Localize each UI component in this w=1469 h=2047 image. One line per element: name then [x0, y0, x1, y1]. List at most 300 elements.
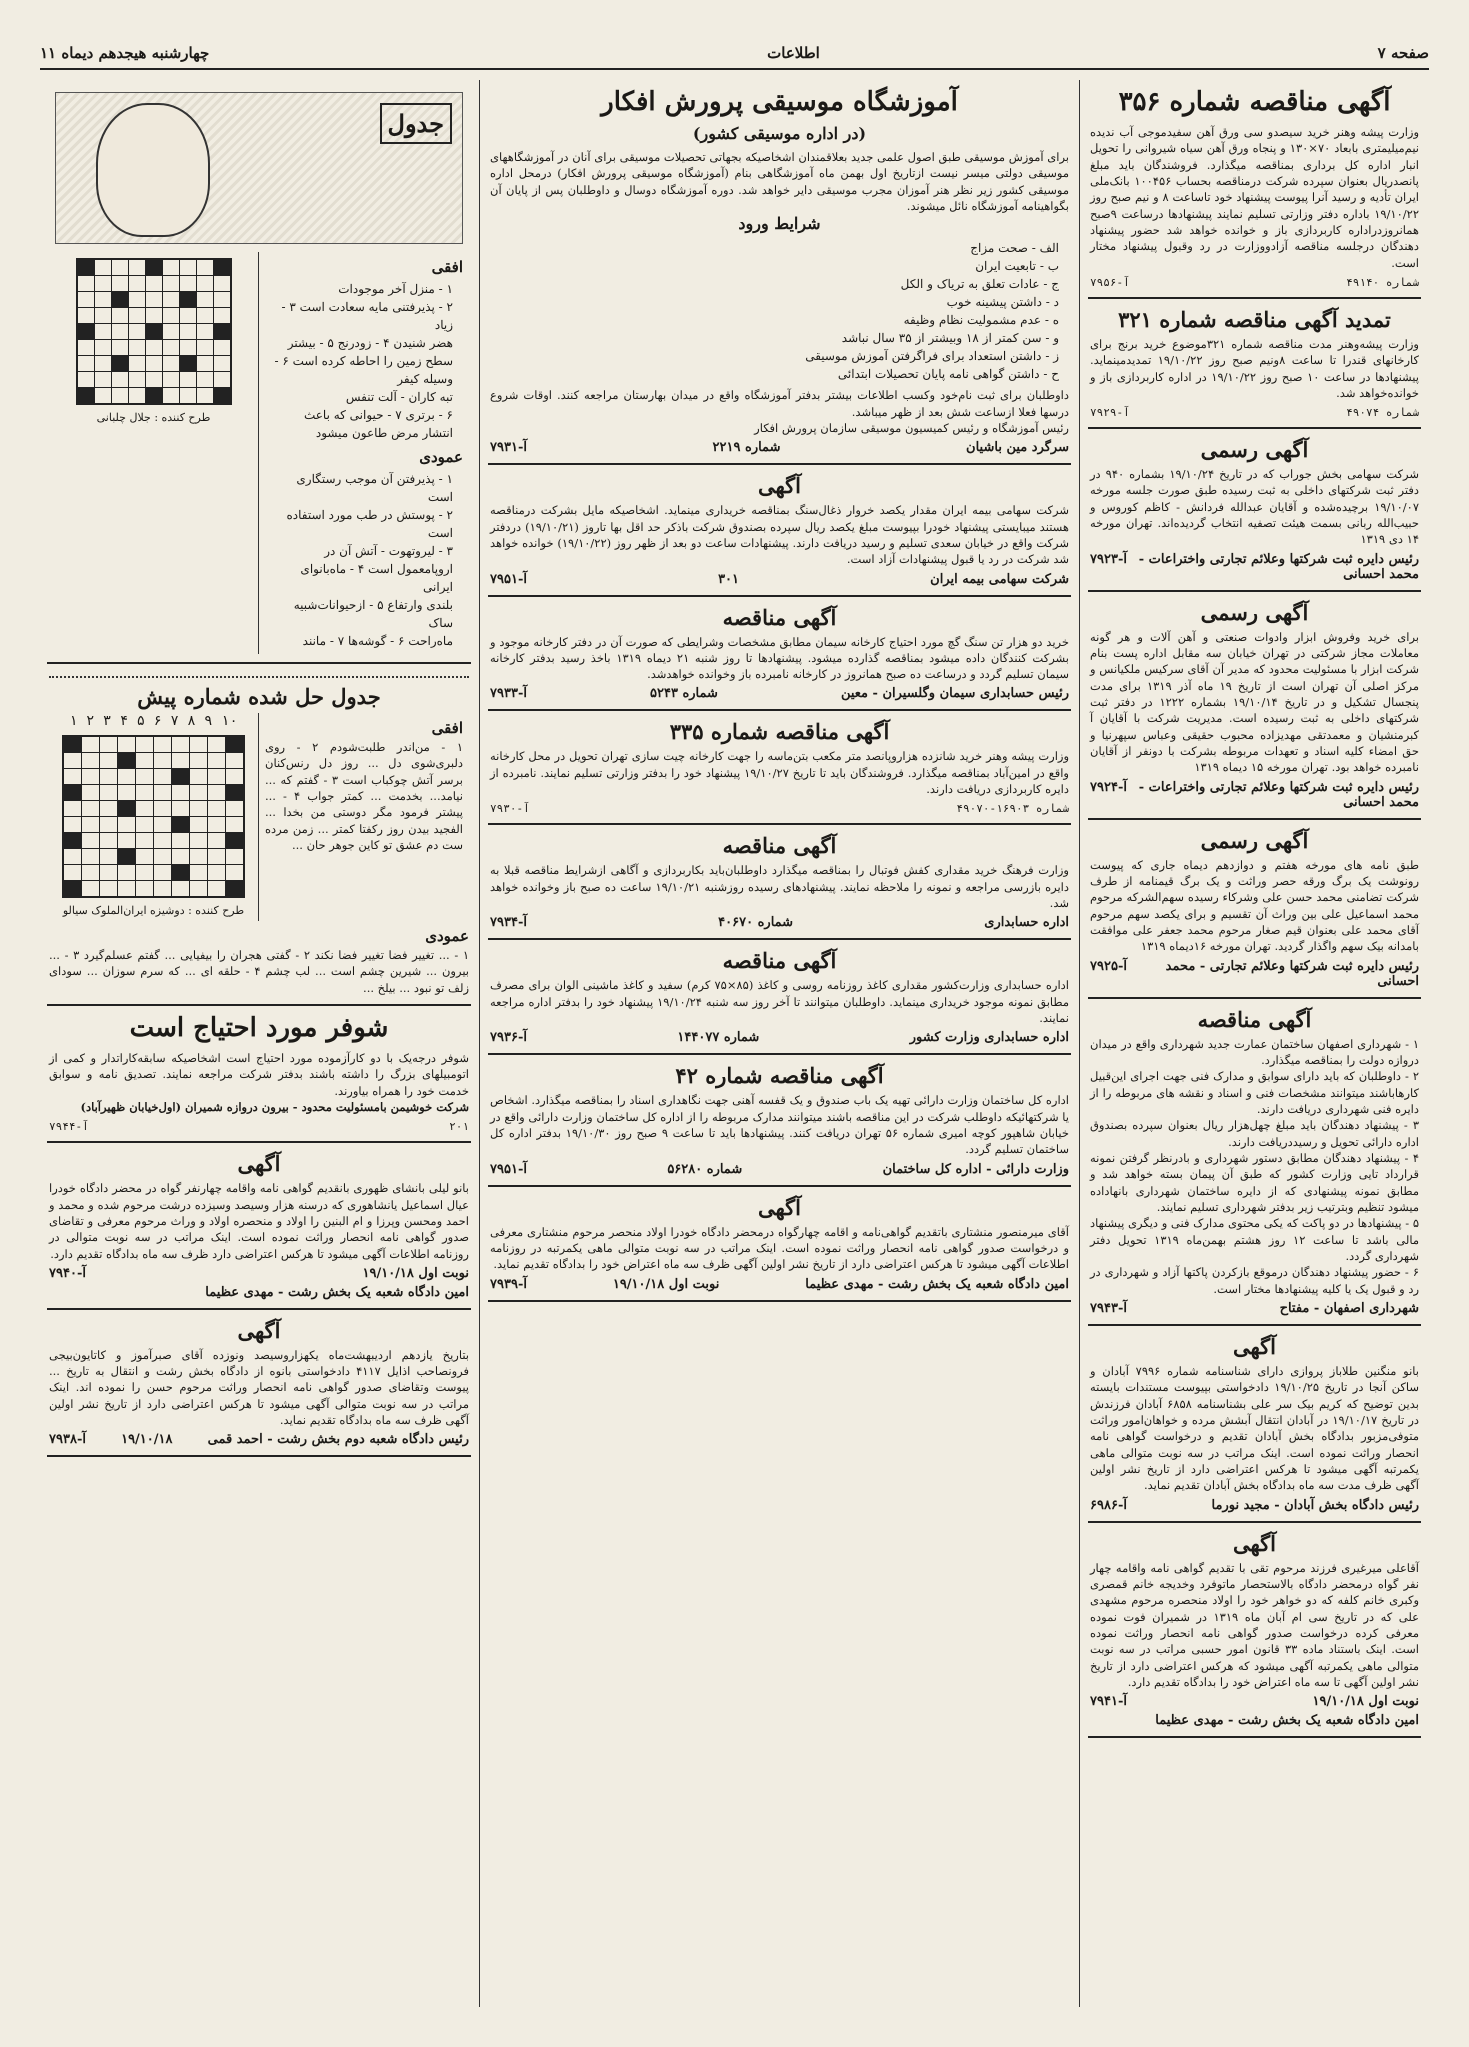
court-notice-ad-1 [47, 1143, 471, 1310]
grid-cell [118, 817, 135, 832]
ad-title: آگهی رسمی [1200, 437, 1309, 463]
ad-title: آگهی رسمی [1200, 827, 1309, 853]
grid-cell [129, 340, 145, 355]
grid-cell [226, 769, 243, 784]
grid-cell [118, 881, 135, 896]
solved-horizontal-text: ۱ - من‌اندر طلبت‌شودم ۲ - روی دلبری‌شوی دل ... روز دل رنس‌کنان برسر آتش چوکباب است ۳ - گفتم که ... نیامد... بخدمت ... کمتر جواب ۴ - ... پیشتر فرمود مگر دوستی من بخدا ... الفجید بیدن روز رکفتا کمتر ... زمن مرده ست دم عشق تو کاین جوهر حان ... [265, 740, 463, 852]
grid-cell [136, 785, 153, 800]
grid-cell [163, 292, 179, 307]
grid-cell [64, 737, 81, 752]
ad-title: آموزشگاه موسیقی پرورش افکار [601, 87, 958, 117]
vertical-label: عمودی [419, 448, 463, 466]
ad-body: شرکت سهامی بخش جوراب که در تاریخ ۱۹/۱۰/۲۴ بشماره ۹۴۰ در دفتر ثبت شرکتهای داخلی به ثبت رسیده طبق صورت جلسه مورخه ۱۹/۱۰/۰۷ برچیده‌شده و آقایان عبدالله فردانش - کاظم کوروس و حبیب‌الله ربانی بسمت هیئت تصفیه انتخاب گردیده‌اند. تهران مورخه ۱۴ دی ۱۳۱۹ [1090, 467, 1419, 547]
grid-cell [190, 881, 207, 896]
grid-cell [136, 801, 153, 816]
page-header [40, 38, 1429, 70]
grid-cell [118, 737, 135, 752]
grid-cell [146, 340, 162, 355]
grid-cell [180, 260, 196, 275]
ad-body: وزارت پیشه وهنر خرید شانزده هزاروپانصد متر مکعب بتن‌ماسه را جهت کارخانه چیت سازی تهران تحویل در محل کارخانه واقع در امین‌آباد بمناقصه میگذارد. فروشندگان باید تا تاریخ ۱۹/۱۰/۲۷ پیشنهاد خود را بدفتر وزارتی تسلیم نمایند. نامبرده از دایره کاربردازی دریافت دارند. [490, 749, 1069, 797]
grid-cell [172, 865, 189, 880]
list-item: ۵ - پیشنهادها در دو پاکت که یکی محتوی مدارک فنی و دیگری پیشنهاد مالی باشد تا ساعت ۱۲ روز هشتم بهمن‌ماه ۱۳۱۹ تحویل دفتر شهرداری گردد. [1090, 1216, 1419, 1263]
grid-cell [82, 737, 99, 752]
grid-cell [64, 785, 81, 800]
crossword-section [47, 80, 471, 664]
ad-reference: شماره ۱۶۹۰۳-۴۹۰۷۰ آ-۷۹۳۰ [490, 802, 1069, 816]
grid-cell [208, 817, 225, 832]
ad-signature: رئیس دایره ثبت شرکتها وعلائم تجارتی - محمد احسانی آ-۷۹۲۵ [1090, 958, 1419, 989]
grid-cell [82, 753, 99, 768]
grid-cell [226, 737, 243, 752]
grid-cell [112, 292, 128, 307]
ad-signature: رئیس دایره ثبت شرکتها وعلائم تجارتی واختراعات - محمد احسانی آ-۷۹۲۴ [1090, 779, 1419, 810]
grid-cell [64, 753, 81, 768]
ad-title: آگهی [1232, 1530, 1276, 1556]
grid-cell [78, 340, 94, 355]
ad-title: تمدید آگهی مناقصه شماره ۳۲۱ [1118, 306, 1391, 332]
ad-title: آگهی [237, 1317, 281, 1343]
grid-cell [112, 388, 128, 403]
grid-cell [146, 324, 162, 339]
ad-title: آگهی مناقصه شماره ۳۵۶ [1118, 87, 1391, 117]
ad-title: آگهی رسمی [1200, 599, 1309, 625]
grid-cell [208, 881, 225, 896]
column-right [1079, 80, 1429, 2007]
ad-body: برای خرید وفروش ابزار وادوات صنعتی و آهن آلات و هر گونه معاملات مجاز شرکتی در تهران خیابان سه مقابل اداره پست بنام شرکت ابزار با مسئولیت محدود که مدیر آن آقای سرکیس ملکیانس و مرکز اصلی آن تهران است از تاریخ ۱۹ ماه آذر ۱۳۱۹ برای مدت پنجسال تشکیل و در تاریخ ۱۹/۱۰/۱۴ بشماره ۱۲۲۲ در دفتر ثبت شرکتهای داخلی به ثبت رسیده است. مدیریت شرکت با آقایان آ کبرمنشیان و معمدتقی مهدیزاده محبوب حقیقی وعباس سپهرنیا و حق امضاء کلیه اسناد و تعهدات مربوطه بشرکت با دونفر از آقایان نامبرده خواهد بود. تهران مورخه ۱۵ دیماه ۱۳۱۹ [1090, 629, 1419, 775]
grid-cell [112, 324, 128, 339]
paper-tender-ad [488, 940, 1071, 1055]
ad-body: بانو منگنین طلاباز پروازی دارای شناسنامه شماره ۷۹۹۶ آبادان و ساکن آنجا در تاریخ ۱۹/۱۰/۲۵ دادخواستی بپیوست مستندات بایسته بدین توضیح که کریم بیک سر علی بشناسنامه ۶۸۵۸ آبادان فرزندش در تاریخ ۱۹/۱۰/۱۷ در آبادان انتقال آبشش مرده و خواهان‌امور وراثت متوفی‌مزبور بدادگاه بخش آبادان تقدیم و درخواست گواهی نامه انحصار وراثت نموده است. اینک مراتب در سه نوبت متوالی ماهی یکمرتبه آگهی میشود تا هرکس اعتراضی دارد از تاریخ نشر اولین آگهی ظرف مدت سه ماه بدادگاه بخش آبادان تقدیم نماید. [1090, 1363, 1419, 1493]
crossword-clues [259, 252, 469, 654]
grid-cell [136, 881, 153, 896]
grid-cell [180, 324, 196, 339]
grid-cell [118, 801, 135, 816]
grid-cell [226, 849, 243, 864]
grid-cell [100, 753, 117, 768]
insurance-ad [488, 465, 1071, 596]
grid-cell [197, 276, 213, 291]
grid-cell [190, 785, 207, 800]
grid-cell [82, 881, 99, 896]
grid-cell [78, 324, 94, 339]
paper-name: اطلاعات [767, 44, 820, 62]
column-left [39, 80, 479, 2007]
grid-cell [172, 785, 189, 800]
conditions-title: شرایط ورود [738, 214, 821, 234]
grid-cell [129, 308, 145, 323]
list-item: ز - داشتن استعداد برای فراگرفتن آموزش موسیقی [805, 349, 1059, 364]
grid-cell [226, 833, 243, 848]
list-item: ۱ - پذیرفتن آن موجب رستگاری است [296, 472, 453, 504]
list-item: ۱ - منزل آخر موجودات [338, 282, 453, 296]
grid-cell [118, 785, 135, 800]
grid-cell [208, 849, 225, 864]
vertical-label: عمودی [425, 927, 469, 945]
grid-cell [100, 737, 117, 752]
grid-cell [208, 833, 225, 848]
grid-caption: طرح کننده : دوشیزه ایران‌الملوک سیالو [62, 904, 245, 917]
ad-title: آگهی مناقصه [722, 833, 837, 859]
grid-cell [64, 849, 81, 864]
clue-list [271, 280, 457, 442]
grid-cell [208, 753, 225, 768]
grid-cell [214, 340, 230, 355]
ad-body: بانو لیلی بانشای ظهوری بانقدیم گواهی نامه واقامه چهارنفر گواه در محضر دادگاه خودرا عیال اسماعیل یانشاهوری که درسنه هزار وسیصد وسیزده درشت مرحوم شده و محمد و احمد ومحسن وپرزا و ام البنین را اولاد و منحصره اولاد و وراث مرحوم معرفی و تقاضای صدور گواهی نامه انحصار وراثت نموده است. اینک مراتب در سه نوبت متوالی در روزنامه اطلاعات آگهی میشود تا هرکس اعتراضی دارد ظرف سه ماه بدادگاه تقدیم دارد. [49, 1181, 469, 1261]
ad-title: آگهی مناقصه شماره ۳۳۵ [669, 719, 890, 745]
list-item: ۴ - پیشنهاد دهندگان مطابق دستور شهرداری و بادرنظر گرفتن نمونه قرارداد تایی وزارت کشور که طبق آن پیمان بسته خواهد شد و مطابق نمونه پیشنهادی که از دایره ساختمان شهرداری بانهاداده میشود تنظیم وبترتیب زیر بدفتر شهرداری تسلیم نمایند. [1090, 1151, 1419, 1214]
grid-cell [163, 340, 179, 355]
grid-cell [197, 388, 213, 403]
solved-title: جدول حل شده شماره پیش [137, 684, 381, 709]
date-line: چهارشنبه هیجدهم دیماه ۱۱ [40, 44, 210, 62]
list-item: هضر شنیدن ۴ - زودرنج ۵ - بیشتر سطح زمین را احاطه کرده است ۶ - وسیله کیفر [274, 336, 453, 386]
ad-items [1090, 1036, 1419, 1297]
grid-cell [118, 769, 135, 784]
grid-cell [172, 769, 189, 784]
ad-signature-text: شرکت خوشیمن بامسئولیت محدود - بیرون دروازه شمیران (اول‌خیابان ظهیرآباد) [80, 1099, 469, 1114]
grid-cell [180, 292, 196, 307]
grid-cell [214, 324, 230, 339]
solved-crossword-section [47, 664, 471, 1006]
grid-cell [82, 769, 99, 784]
grid-cell [214, 308, 230, 323]
isfahan-tender-ad [1088, 999, 1421, 1326]
grid-cell [146, 308, 162, 323]
grid-cell [118, 753, 135, 768]
grid-cell [172, 849, 189, 864]
ad-signature-title: رئیس آموزشگاه و رئیس کمیسیون موسیقی سازمان پرورش افکار [754, 420, 1069, 435]
column-middle [479, 80, 1079, 2007]
inheritance-notice-ad [488, 1187, 1071, 1302]
grid-cell [100, 785, 117, 800]
grid-cell [154, 753, 171, 768]
rasht-notice-ad [1088, 1523, 1421, 1739]
ad-signature: رئیس دایره ثبت شرکتها وعلائم تجارتی واختراعات - محمد احسانی آ-۷۹۲۳ [1090, 551, 1419, 582]
tender-321-extension-ad [1088, 299, 1421, 429]
horizontal-label: افقی [431, 258, 463, 276]
court-notice-ad-2 [47, 1310, 471, 1458]
ad-body: اداره حسابداری وزارت‌کشور مقداری کاغذ روزنامه روسی و کاغذ (۸۵×۷۵ کرم) سفید و کاغذ ماشینی الوان برای مصرف مطابق نمونه موجود خریداری مینماید. داوطلبان میتوانند تا آخر روز سه شنبه ۱۹/۱۰/۲۴ پیشنهاد خود را بدفتر اداره مراجعه نمایند. [490, 978, 1069, 1026]
grid-cell [163, 356, 179, 371]
list-item: ب - تابعیت ایران [975, 259, 1059, 274]
divider [49, 676, 469, 678]
grid-cell [146, 356, 162, 371]
grid-cell [208, 737, 225, 752]
grid-cell [180, 308, 196, 323]
grid-cell [163, 308, 179, 323]
driver-wanted-ad [47, 1006, 471, 1143]
grid-cell [214, 260, 230, 275]
grid-cell [154, 785, 171, 800]
grid-cell [112, 356, 128, 371]
grid-cell [78, 372, 94, 387]
grid-cell [208, 785, 225, 800]
ad-title: آگهی [757, 473, 801, 499]
grid-cell [208, 769, 225, 784]
grid-cell [95, 340, 111, 355]
ad-title: آگهی مناقصه [722, 948, 837, 974]
grid-cell [95, 260, 111, 275]
ad-title: آگهی مناقصه شماره ۴۲ [675, 1063, 884, 1089]
ad-subtitle: (در اداره موسیقی کشور) [692, 123, 867, 143]
grid-cell [64, 881, 81, 896]
grid-cell [78, 260, 94, 275]
grid-cell [118, 865, 135, 880]
list-item: ج - عادات تعلق به تریاک و الکل [900, 277, 1059, 292]
grid-cell [100, 865, 117, 880]
grid-cell [154, 833, 171, 848]
grid-cell [78, 388, 94, 403]
tender-356-ad [1088, 80, 1421, 299]
grid-cell [100, 881, 117, 896]
grid-cell [95, 388, 111, 403]
page-label: صفحه ۷ [1377, 44, 1429, 62]
grid-cell [154, 881, 171, 896]
ad-reference: ۲۰۱ آ-۷۹۴۴ [49, 1120, 469, 1134]
list-item: ماه‌راحت ۶ - گوشه‌ها ۷ - مانند [302, 634, 453, 648]
grid-cell [136, 817, 153, 832]
ad-signature: رئیس حسابداری سیمان وگلسیران - معین شماره ۵۲۴۳ آ-۷۹۳۳ [490, 686, 1069, 702]
grid-cell [154, 849, 171, 864]
gypsum-tender-ad [488, 597, 1071, 712]
grid-cell [214, 356, 230, 371]
grid-cell [95, 324, 111, 339]
grid-cell [197, 324, 213, 339]
grid-cell [136, 769, 153, 784]
crossword-grid [76, 258, 232, 405]
grid-cell [190, 801, 207, 816]
grid-cell [172, 833, 189, 848]
ad-body: وزارت فرهنگ خرید مقداری کفش فوتبال را بمناقصه میگذارد داوطلبان‌باید بکاربردازی و آگاهی ازشرایط مناقصه قبلا به دایره بازرسی مراجعه و نمونه را ملاحظه نمایند. پیشنهادهای رسیده روز‌شنبه ۱۹/۱۰/۲۱ ساعت ده صبح باز وخوانده خواهد شد. [490, 863, 1070, 911]
grid-cell [146, 372, 162, 387]
grid-cell [163, 260, 179, 275]
ad-signature: سرگرد مین باشیان شماره ۲۲۱۹ آ-۷۹۳۱ [490, 440, 1069, 456]
grid-cell [190, 817, 207, 832]
tender-42-ad [488, 1055, 1071, 1186]
grid-cell [180, 388, 196, 403]
grid-cell [100, 769, 117, 784]
grid-cell [214, 276, 230, 291]
grid-cell [129, 292, 145, 307]
list-item: الف - صحت مزاج [970, 241, 1059, 256]
crossword-illustration [55, 92, 463, 244]
grid-cell [129, 356, 145, 371]
grid-cell [100, 849, 117, 864]
ad-title: شوفر مورد احتیاج است [129, 1012, 389, 1043]
grid-cell [64, 865, 81, 880]
grid-cell [112, 308, 128, 323]
crossword-body [49, 252, 469, 654]
ad-signature: امین دادگاه شعبه یک بخش رشت - مهدی عظیما نوبت اول ۱۹/۱۰/۱۸ آ-۷۹۳۹ [490, 1276, 1069, 1292]
solved-vertical-text: ۱ - ... تغییر فضا تغییر فضا نکند ۲ - گفتی هجران را بیفیایی ... گفتم عسلم‌گیرد ۳ - ... بیرون ... شیرین چشم است ... لب چشم ۴ - حلقه ای ... که سرم سوزان ... سودای زلف تو نبود ... بیلخ ... [49, 948, 469, 995]
grid-cell [64, 769, 81, 784]
ad-signature: رئیس دادگاه بخش آبادان - مجید نورما آ-۶۹۸۶ [1090, 1497, 1419, 1513]
grid-cell [197, 260, 213, 275]
football-shoes-tender-ad [488, 825, 1071, 940]
grid-cell [78, 308, 94, 323]
grid-cell [78, 292, 94, 307]
solved-grid [62, 735, 245, 898]
grid-cell [190, 865, 207, 880]
ad-signature: نوبت اول ۱۹/۱۰/۱۸ آ-۷۹۴۰ [49, 1265, 469, 1281]
grid-cell [172, 817, 189, 832]
grid-cell [180, 340, 196, 355]
grid-cell [208, 801, 225, 816]
grid-cell [190, 849, 207, 864]
ad-signature: امین دادگاه شعبه یک بخش رشت - مهدی عظیما [205, 1284, 469, 1300]
grid-cell [190, 753, 207, 768]
grid-cell [82, 785, 99, 800]
ad-body: شوفر درجه‌یک با دو کارآزموده مورد احتیاج است اشخاصیکه سابقه‌کاراتدار و کمی از اتومبیلهای بزرگ را داشته باشند بدفتر شرکت مراجعه نمایند. تصدیق نامه و سوابق خدمت خود را همراه بیاورند. [49, 1050, 469, 1098]
grid-cell [190, 769, 207, 784]
tender-335-ad [488, 711, 1071, 825]
ad-signature: رئیس دادگاه شعبه دوم بخش رشت - احمد قمی ۱۹/۱۰/۱۸ آ-۷۹۳۸ [49, 1432, 469, 1448]
list-item: ۲ - داوطلبان که باید دارای سوابق و مدارک فنی جهت اجرای این‌قبیل کارهاباشند میتوانند مشخصات فنی و اسناد و نقشه های مربوطه را از دایره فنی شهرداری دریافت دارند. [1090, 1069, 1419, 1117]
abadan-notice-ad [1088, 1326, 1421, 1523]
ad-body: وزارت پیشه وهنر خرید سیصدو سی ورق آهن سفیدموجی آب ندیده نیم‌میلیمتری بابعاد ۷۰×۱۳۰ و پنجاه ورق آهن سیاه شیروانی را تحویل انبار اداره کل برداری بمناقصه میگذارد. فروشندگان باید مبلغ پانصدریال بعنوان سپرده شرکت درمناقصه بحساب ۱۰۰۴۵۶ بانک‌ملی ایران تأدیه و رسید آنرا پیوست پیشنهاد خود تاساعت ۸ و نیم صبح روز ۱۹/۱۰/۲۲ باداره دفتر وزارتی تسلیم نمایند پیشنهادها درساعت ۹صبح همانروزدراداره کاربردازی باز و خوانده خواهد شد حضور پیشنهاد دهندگان درجلسه مناقصه آزادووزارت در رد وقبول پیشنهاد مختار است. [1090, 124, 1420, 270]
music-school-ad [488, 80, 1071, 465]
ad-title: آگهی [757, 1194, 801, 1220]
ad-signature: امین دادگاه شعبه یک بخش رشت - مهدی عظیما [1155, 1713, 1419, 1729]
ad-body: آقاعلی میرغیری فرزند مرحوم تقی با تقدیم گواهی نامه واقامه چهار نفر گواه درمحضر دادگاه بالاستحصار ماتوفرد وخدیجه خانم قمصری وکبری خانم کلفه که دو خواهر خود را اولاد منحصره مرحوم مشهدی علی که در تاریخ سی ام آبان ماه ۱۳۱۹ در شمیران فوت نموده معرفی کرده درخواست صدور گواهی نامه انحصار وراثت نموده است. اینک باستناد ماده ۳۳ قانون امور حسبی مراتب در سه نوبت متوالی ماهی یکمرتبه آگهی میشود که هرکس اعتراضی دارد از تاریخ نشر اولین آگهی تا سه ماه اعتراض خود را بدادگاه تقدیم دارد. [1090, 1560, 1419, 1689]
grid-cell [82, 833, 99, 848]
grid-cell [136, 753, 153, 768]
list-item: بلندی وارتفاع ۵ - ازحیوانات‌شبیه ساک [293, 598, 453, 630]
grid-cell [112, 372, 128, 387]
grid-cell [163, 324, 179, 339]
grid-cell [154, 769, 171, 784]
grid-cell [180, 372, 196, 387]
grid-cell [208, 865, 225, 880]
list-item: د - داشتن پیشینه خوب [946, 295, 1059, 310]
grid-cell [82, 865, 99, 880]
list-item: ۶ - برتری ۷ - حیوانی که باعث انتشار مرض طاعون میشود [303, 408, 453, 440]
grid-cell [129, 324, 145, 339]
grid-cell [112, 340, 128, 355]
grid-cell [82, 849, 99, 864]
ad-signature: شرکت سهامی بیمه ایران ۳۰۱ آ-۷۹۵۱ [490, 571, 1069, 587]
grid-cell [172, 881, 189, 896]
grid-cell [95, 292, 111, 307]
grid-cell [118, 833, 135, 848]
list-item: و - سن کمتر از ۱۸ وبیشتر از ۳۵ سال نباشد [841, 331, 1059, 346]
grid-cell [163, 388, 179, 403]
ad-reference: شماره ۴۹۱۴۰ آ-۷۹۵۶ [1090, 275, 1419, 289]
horizontal-label: افقی [431, 719, 463, 737]
ad-body: بتاریخ یازدهم اردیبهشت‌ماه یکهزاروسیصد ونوزده آقای صبرآموز و کاتایون‌بیجی فرونصاحب اذایل ۴۱۱۷ دادخواستی بانوه از دادگاه بخش رشت و انتقال به تاریخ ... پیوست وتقاضای صدور گواهی نامه انحصار وراثت مرحوم حسن را نموده اند. اینک مراتب در سه نوبت متوالی آگهی میشود تا هرکس اعتراضی دارد از تاریخ نشر اولین آگهی ظرف سه ماه بدادگاه تقدیم نماید. [49, 1347, 469, 1428]
grid-cell [226, 753, 243, 768]
crossword-grid-area [49, 252, 259, 654]
list-item: ۲ - پوستش در طب مورد استفاده است [286, 508, 453, 540]
solved-grid-area [49, 713, 259, 921]
grid-caption: طرح کننده : جلال چلبانی [96, 411, 211, 424]
ad-title: آگهی [237, 1151, 281, 1177]
list-item: ح - داشتن گواهی نامه پایان تحصیلات ابتدائی [837, 367, 1059, 382]
list-item: ه - عدم مشمولیت نظام وظیفه [903, 313, 1059, 328]
ad-body: خرید دو هزار تن سنگ گچ مورد احتیاج کارخانه سیمان مطابق مشخصات وشرایطی که صورت آن در دفتر کارخانه موجود و بشرکت کنندگان داده میشود بمناقصه گذارده میشود. پیشنهادها تا روز شنبه ۲۱ دیماه ۱۳۱۹ باخذ رسید بدفتر کارخانه سیمان تسلیم گردد و درساعت ده صبح همانروز در کارخانه نامبرده باز وخوانده خواهدشد. [490, 634, 1070, 682]
grid-cell [172, 753, 189, 768]
official-ad-2 [1088, 592, 1421, 820]
grid-cell [214, 292, 230, 307]
grid-cell [197, 340, 213, 355]
list-item: ۱ - شهرداری اصفهان ساختمان عمارت جدید شهرداری واقع در میدان دروازه دولت را بمناقصه میگذارد. [1090, 1036, 1419, 1068]
ad-signature: نوبت اول ۱۹/۱۰/۱۸ آ-۷۹۴۱ [1090, 1694, 1419, 1710]
grid-cell [226, 881, 243, 896]
grid-cell [78, 276, 94, 291]
grid-cell [146, 388, 162, 403]
grid-cell [146, 276, 162, 291]
grid-cell [146, 292, 162, 307]
grid-cell [78, 356, 94, 371]
ad-signature: شهرداری اصفهان - مفتاح آ-۷۹۴۳ [1090, 1300, 1419, 1316]
official-ad-1 [1088, 429, 1421, 592]
grid-cell [226, 785, 243, 800]
grid-cell [180, 276, 196, 291]
grid-cell [129, 388, 145, 403]
list-item: تبه کاران - آلت تنفس [345, 390, 453, 404]
solved-clues [259, 713, 469, 921]
grid-cell [95, 356, 111, 371]
grid-cell [82, 801, 99, 816]
grid-cell [197, 308, 213, 323]
ad-title: آگهی [1232, 1333, 1276, 1359]
grid-cell [82, 817, 99, 832]
grid-cell [214, 388, 230, 403]
grid-cell [190, 833, 207, 848]
ad-footer: داوطلبان برای ثبت نام‌خود وکسب اطلاعات بیشتر بدفتر آموزشگاه واقع در میدان بهارستان مراجعه کنند. اوقات شروع درسها فعلا ازساعت شش بعد از ظهر میباشد. [490, 388, 1069, 419]
ad-body: شرکت سهامی بیمه ایران مقدار یکصد خروار ذغال‌سنگ بمناقصه خریداری مینماید. اشخاصیکه مایل بشرکت درمناقصه هستند میبایستی پیشنهاد خودرا بپیوست مبلغ یکصد ریال سپرده بصندوق شرکت باذکر حد اقل بها تاروز (۱۹/۱۰/۲۱) دردفتر شرکت واقع در خیابان سعدی تسلیم و رسید دریافت دارند. پیشنهادات ساعت دو بعد از ظهر روز (۱۹/۱۰/۲۲) خوانده خواهد شد شرکت در رد یا قبول پیشنهادات آزاد است. [490, 503, 1069, 567]
grid-cell [154, 801, 171, 816]
grid-cell [226, 865, 243, 880]
ad-body: وزارت پیشه‌وهنر مدت مناقصه شماره ۳۲۱موضوع خرید برنج برای کارخانهای قندرا تا ساعت ۸ونیم صبح روز ۱۹/۱۰/۲۲ تمدیدمینماید. پیشنهادها در ساعت ۱۰ صبح روز ۱۹/۱۰/۲۲ در اداره کاربردازی باز و خوانده‌خواهد شد. [1090, 336, 1419, 400]
grid-cell [136, 833, 153, 848]
grid-cell [136, 865, 153, 880]
grid-cell [100, 817, 117, 832]
grid-cell [118, 849, 135, 864]
grid-cell [197, 356, 213, 371]
grid-cell [163, 276, 179, 291]
grid-cell [64, 801, 81, 816]
grid-cell [172, 801, 189, 816]
grid-cell [129, 276, 145, 291]
list-item: ۳ - پیشنهاد دهندگان باید مبلغ چهل‌هزار ریال بعنوان سپرده بصندوق اداره دارائی تحویل و رسیددریافت دارند. [1090, 1118, 1419, 1149]
grid-number-row: ۱۰ ۹ ۸ ۷ ۶ ۵ ۴ ۳ ۲ ۱ [69, 713, 238, 729]
grid-cell [100, 833, 117, 848]
grid-cell [197, 372, 213, 387]
ad-reference: شماره ۴۹۰۷۴ آ-۷۹۲۹ [1090, 406, 1419, 420]
grid-cell [95, 276, 111, 291]
grid-cell [112, 260, 128, 275]
grid-cell [64, 833, 81, 848]
clue-list [271, 470, 457, 650]
grid-cell [64, 817, 81, 832]
ad-signature: اداره حسابداری وزارت کشور شماره ۱۴۴۰۷۷ آ-۷۹۳۶ [490, 1030, 1069, 1046]
ad-body: طبق نامه های مورخه هفتم و دوازدهم دیماه جاری که پیوست رونوشت یک برگ ورقه حصر وراثت و یک برگ قیمنامه از طرف شرکت تضامنی محمد حسن علی وشرکاء رسیده سهم‌الشرکه مرحوم محمد اسماعیل علی بین وراث آن تقسیم و برای یکصد سهم مرحوم آقای محمد علی بعنوان قیم صغار مرحوم محمد جعفر علی موافقت بامدانه بیک سهم واگذار گردید. تهران مورخه ۱۶دیماه ۱۳۱۹ [1090, 857, 1419, 954]
grid-cell [136, 737, 153, 752]
ad-signature: اداره حسابداری شماره ۴۰۶۷۰ آ-۷۹۳۴ [490, 915, 1069, 931]
grid-cell [112, 276, 128, 291]
grid-cell [100, 801, 117, 816]
ad-signature: وزارت دارائی - اداره کل ساختمان شماره ۵۶۲۸۰ آ-۷۹۵۱ [490, 1161, 1069, 1177]
ad-title: آگهی مناقصه [1197, 1006, 1312, 1032]
official-ad-3 [1088, 820, 1421, 999]
ad-body: برای آموزش موسیقی طبق اصول علمی جدید بعلاقمندان اشخاصیکه بجهاتی تحصیلات موسیقی برای آنان در آموزشگاههای موسیقی دولتی میسر نیست ازتاریخ اول بهمن ماه آموزشگاهی بنام (آموزشگاه موسیقی پرورش افکار) درمحل اداره موسیقی کشور زیر نظر هنر آموزان مجرب موسیقی دایر خواهد شد. دوره آموزشگاه دوسال و داوطلبان پس از پایان آن بگواهینامه آموزشگاه نائل میشوند. [490, 149, 1069, 213]
grid-cell [226, 817, 243, 832]
grid-cell [172, 737, 189, 752]
ad-body: اداره کل ساختمان وزارت دارائی تهیه یک باب صندوق و یک قفسه آهنی جهت نگاهداری اسناد را بمناقصه میگذارد. اشخاص یا شرکتهائیکه داوطلب شرکت در این مناقصه باشند میتوانند مدارک مربوطه را از اداره کل ساختمان وزارت دارائی واقع در خیابان شاهپور کوچه امیری شماره ۵۶ تهران دریافت کنند. پیشنهادها باید تا ساعت ۹ صبح روز ۱۹/۱۰/۳۰ بدفتر اداره کل ساختمان تسلیم گردد. [490, 1093, 1069, 1157]
grid-cell [214, 372, 230, 387]
grid-cell [129, 372, 145, 387]
